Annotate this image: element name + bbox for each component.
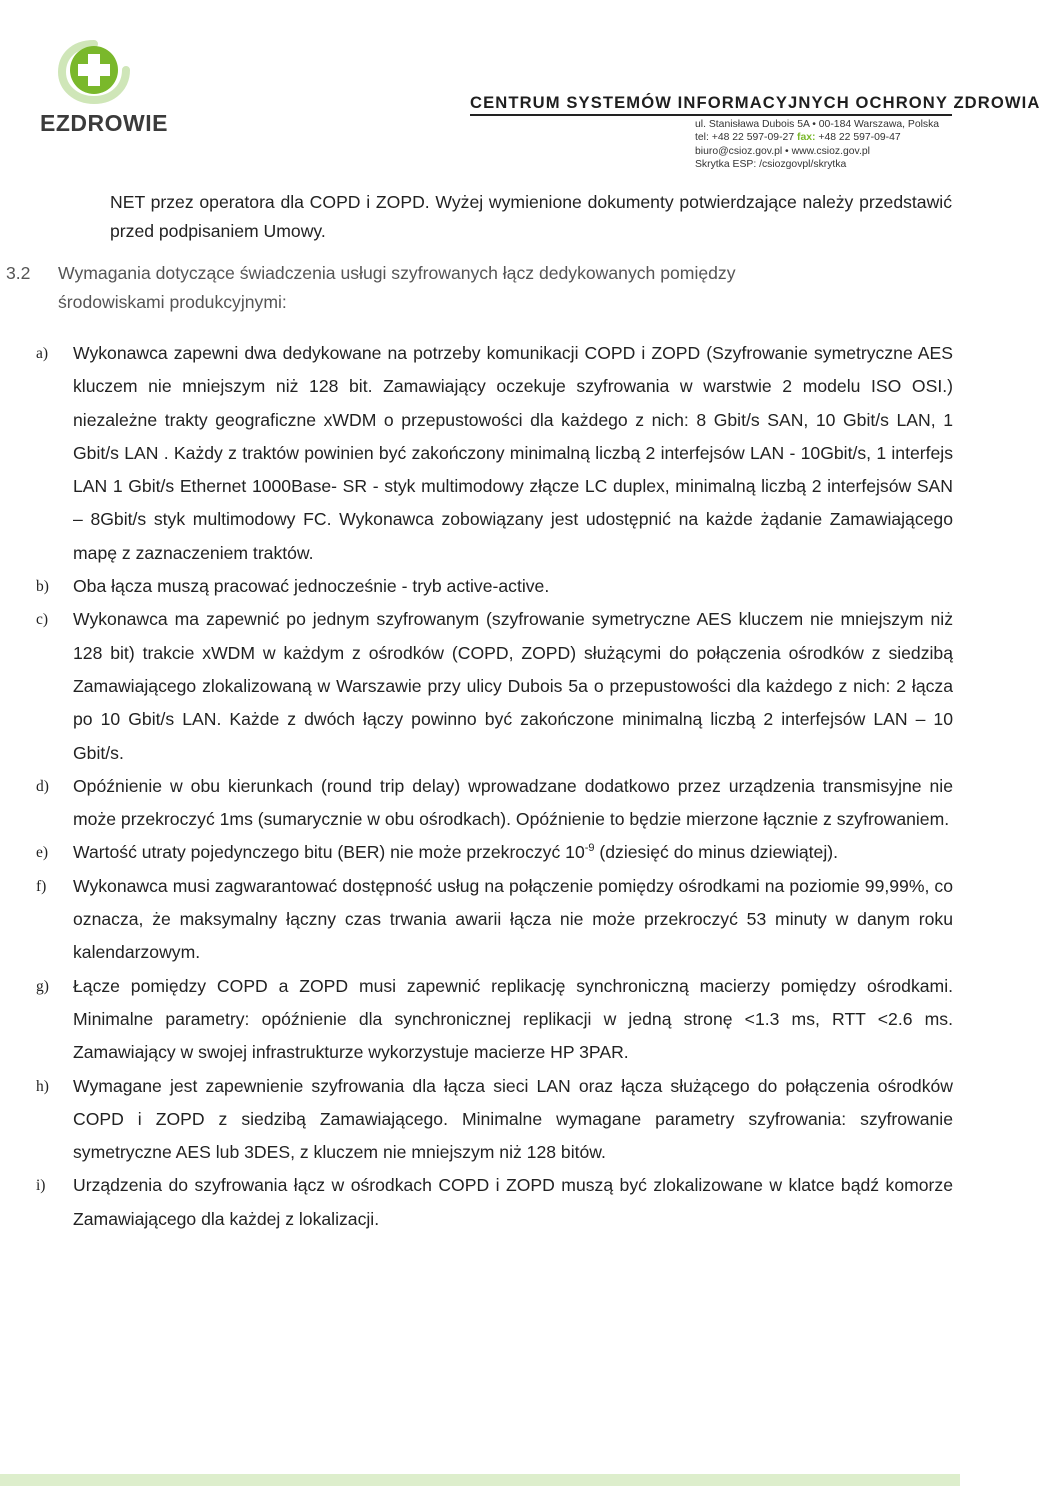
item-marker: e) [36, 844, 49, 862]
address-line: ul. Stanisława Dubois 5A • 00-184 Warszawa, Polska [695, 119, 940, 130]
ber-text-after: (dziesięć do minus dziewiątej). [594, 842, 838, 863]
item-marker: a) [36, 345, 49, 362]
item-text [73, 836, 953, 869]
logo-wordmark: EZDROWIE [40, 110, 168, 136]
item-text: Opóźnienie w obu kierunkach (round trip delay) wprowadzane dodatkowo przez urządzenia transmisyjne nie może przekroczyć 1ms (sumarycznie w obu ośrodkach). Opóźnienie to będzie mierzone łącznie z szyfrowaniem. [73, 775, 953, 830]
tel-value: +48 22 597-09-27 [711, 132, 795, 144]
list-item [0, 337, 960, 570]
section-number: 3.2 [6, 263, 31, 283]
list-item [0, 1070, 960, 1170]
list-item [0, 970, 960, 1070]
header-divider [470, 114, 952, 116]
list-item [0, 570, 960, 603]
fax-label: fax: [797, 132, 816, 144]
item-text: Wykonawca zapewni dwa dedykowane na potrzeby komunikacji COPD i ZOPD (Szyfrowanie symetryczne AES kluczem nie mniejszym niż 128 bit. Zamawiający oczekuje szyfrowania w warstwie 2 modelu ISO OSI.) niezależne trakty geograficzne xWDM o przepustowości dla każdego z nich: 8 Gbit/s SAN, 10 Gbit/s LAN, 1 Gbit/s LAN . Każdy z traktów powinien być zakończony minimalną liczbą 2 interfejsów LAN - 10Gbit/s, 1 interfejs LAN 1 Gbit/s Ethernet 1000Base- SR - styk multimodowy złącze LC duplex, minimalną liczbą 2 interfejsów SAN – 8Gbit/s styk multimodowy FC. Wykonawca zobowiązany jest udostępnić na każde żądanie Zamawiającego mapę z zaznaczeniem traktów. [73, 343, 953, 563]
item-marker: g) [36, 977, 49, 995]
contact-block [695, 118, 953, 172]
health-cross-icon [58, 40, 130, 104]
letterhead [0, 0, 1040, 185]
item-marker: i) [36, 1177, 46, 1195]
item-text: Wymagane jest zapewnienie szyfrowania dla łącza sieci LAN oraz łącza służącego do połączenia ośrodków COPD i ZOPD z siedzibą Zamawiającego. Minimalne wymagane parametry szyfrowania: szyfrowanie symetryczne AES lub 3DES, z kluczem nie mniejszym niż 128 bitów. [73, 1075, 953, 1163]
tel-label: tel: [695, 132, 709, 144]
skrytka-line: Skrytka ESP: /csiozgovpl/skrytka [695, 159, 847, 171]
footer-band [0, 1474, 960, 1486]
item-text: Wykonawca musi zagwarantować dostępność usług na połączenie pomiędzy ośrodkami na poziomie 99,99%, co oznacza, że maksymalny łączny czas trwania awarii łącza nie może przekroczyć 53 minuty w danym roku kalendarzowym. [73, 875, 953, 963]
section-title-line2: środowiskami produkcyjnymi: [58, 292, 287, 312]
phone-line [695, 131, 953, 144]
item-text: Oba łącza muszą pracować jednocześnie - tryb active-active. [73, 576, 550, 597]
fax-value: +48 22 597-09-47 [818, 132, 901, 144]
item-marker: c) [36, 611, 49, 629]
list-item [0, 1169, 960, 1236]
list-item [0, 836, 960, 869]
requirements-list [0, 337, 960, 1236]
item-marker: f) [36, 877, 47, 895]
list-item [0, 870, 960, 970]
institution-name: CENTRUM SYSTEMÓW INFORMACYJNYCH OCHRONY ZDROWIA [470, 93, 1040, 112]
list-item [0, 770, 960, 837]
list-item [0, 603, 960, 769]
section-title-line1: Wymagania dotyczące świadczenia usługi szyfrowanych łącz dedykowanych pomiędzy [58, 263, 736, 283]
item-text: Łącze pomiędzy COPD a ZOPD musi zapewnić replikację synchroniczną macierzy pomiędzy ośrodkami. Minimalne parametry: opóźnienie dla synchronicznej replikacji w jedną stronę <1.3 ms, RTT <2.6 ms. Zamawiający w swojej infrastrukturze wykorzystuje macierze HP 3PAR. [73, 975, 953, 1063]
ber-text-before: Wartość utraty pojedynczego bitu (BER) nie może przekroczyć 10 [73, 842, 585, 863]
item-marker: h) [36, 1077, 49, 1095]
item-text: Urządzenia do szyfrowania łącz w ośrodkach COPD i ZOPD muszą być zlokalizowane w klatce bądź komorze Zamawiającego dla każdej z lokalizacji. [73, 1175, 953, 1229]
continuation-paragraph: NET przez operatora dla COPD i ZOPD. Wyżej wymienione dokumenty potwierdzające należy przedstawić przed podpisaniem Umowy. [110, 192, 952, 241]
email-web-line[interactable]: biuro@csioz.gov.pl • www.csioz.gov.pl [695, 145, 870, 157]
item-marker: d) [36, 777, 49, 795]
ber-exponent: -9 [584, 842, 595, 855]
section-heading [6, 259, 952, 317]
item-text: Wykonawca ma zapewnić po jednym szyfrowanym (szyfrowanie symetryczne AES kluczem nie mniejszym niż 128 bit) trakcie xWDM w każdym z ośrodków (COPD, ZOPD) służącymi do połączenia ośrodków z siedzibą Zamawiającego zlokalizowaną w Warszawie przy ulicy Dubois 5a o przepustowości dla każdego z nich: 2 łącza po 10 Gbit/s LAN. Każde z dwóch łączy powinno być zakończone minimalną liczbą 2 interfejsów LAN – 10 Gbit/s. [73, 609, 953, 763]
item-marker: b) [36, 578, 49, 596]
